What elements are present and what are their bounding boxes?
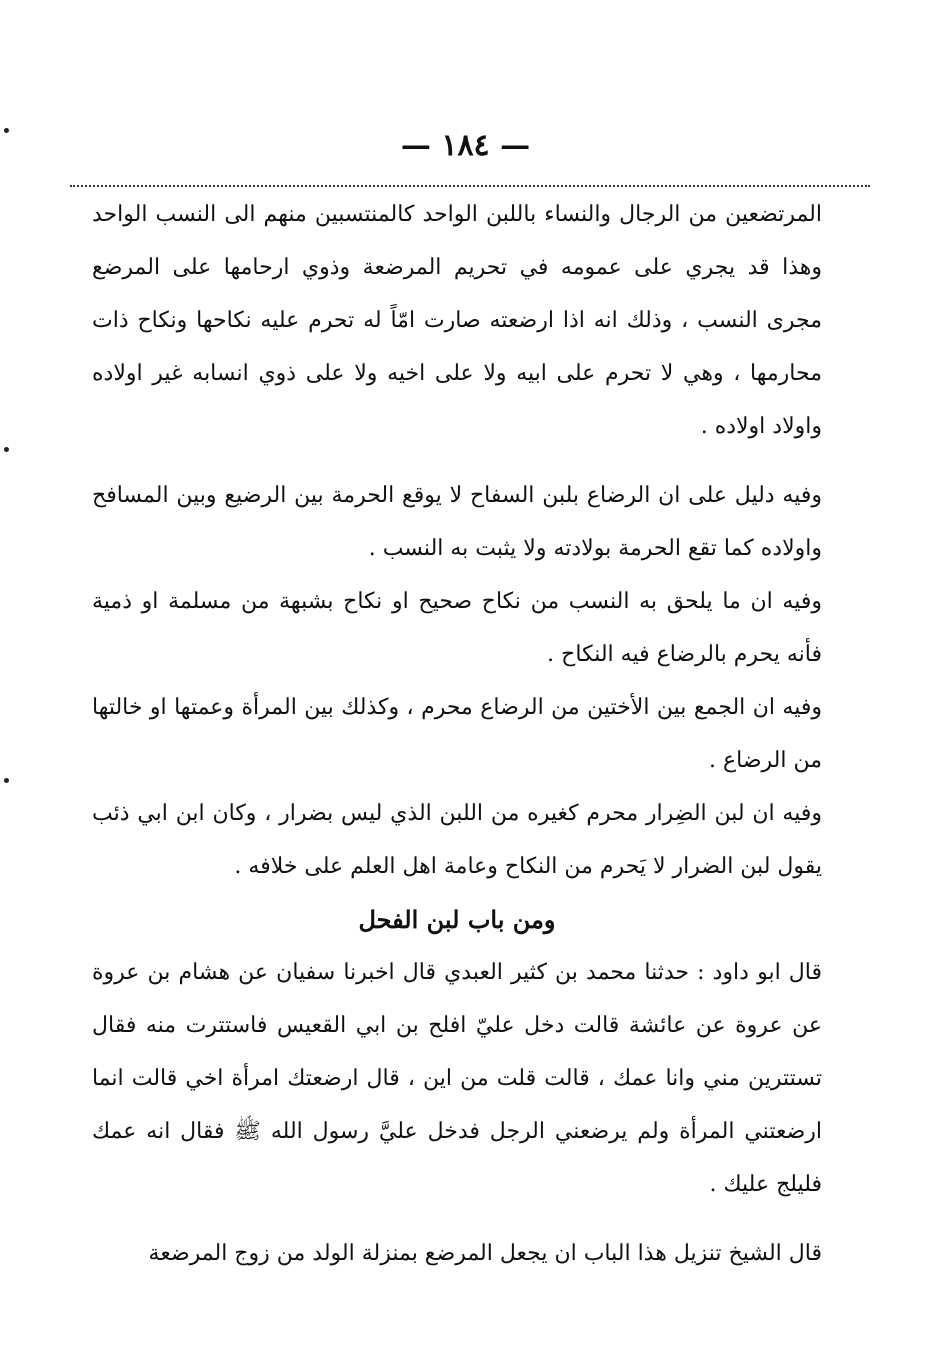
paragraph: وفيه ان ما يلحق به النسب من نكاح صحيح او نكاح بشبهة من مسلمة او ذمية فأنه يحرم بالرضاع فيه النكاح . (92, 589, 822, 667)
page-body (92, 188, 822, 1280)
paragraph: وفيه ان الجمع بين الأختين من الرضاع محرم ، وكذلك بين المرأة وعمتها او خالتها من الرضاع . (92, 695, 822, 773)
page-number: — ١٨٤ — (400, 128, 531, 163)
margin-mark (4, 778, 9, 783)
paragraph: المرتضعين من الرجال والنساء باللبن الواحد كالمنتسبين منهم الى النسب الواحد وهذا قد يجري على عمومه في تحريم المرضعة وذوي ارحامها على المرضع مجرى النسب ، وذلك انه اذا ارضعته صارت امّاً له تحرم عليه نكاحها ونكاح ذات محارمها ، وهي لا تحرم على ابيه ولا على اخيه ولا على ذوي انسابه غير اولاده واولاد اولاده . (92, 202, 822, 439)
header-divider (70, 185, 870, 187)
paragraph: وفيه دليل على ان الرضاع بلبن السفاح لا يوقع الحرمة بين الرضيع وبين المسافح واولاده كما تقع الحرمة بولادته ولا يثبت به النسب . (92, 483, 822, 561)
margin-mark (4, 447, 9, 452)
paragraph: وفيه ان لبن الضِرار محرم كغيره من اللبن الذي ليس بضرار ، وكان ابن ابي ذئب يقول لبن الضرار لا يَحرم من النكاح وعامة اهل العلم على خلافه . (92, 801, 822, 879)
section-heading: ومن باب لبن الفحل (358, 905, 556, 934)
paragraph: قال ابو داود : حدثنا محمد بن كثير العبدي قال اخبرنا سفيان عن هشام بن عروة عن عروة عن عائشة قالت دخل عليّ افلح بن ابي القعيس فاستترت منه فقال تستترين مني وانا عمك ، قالت قلت من اين ، قال ارضعتك امرأة اخي قالت انما ارضعتني المرأة ولم يرضعني الرجل فدخل عليَّ رسول الله ﷺ فقال انه عمك فليلج عليك . (92, 960, 822, 1197)
paragraph: قال الشيخ تنزيل هذا الباب ان يجعل المرضع بمنزلة الولد من زوج المرضعة (148, 1241, 822, 1266)
